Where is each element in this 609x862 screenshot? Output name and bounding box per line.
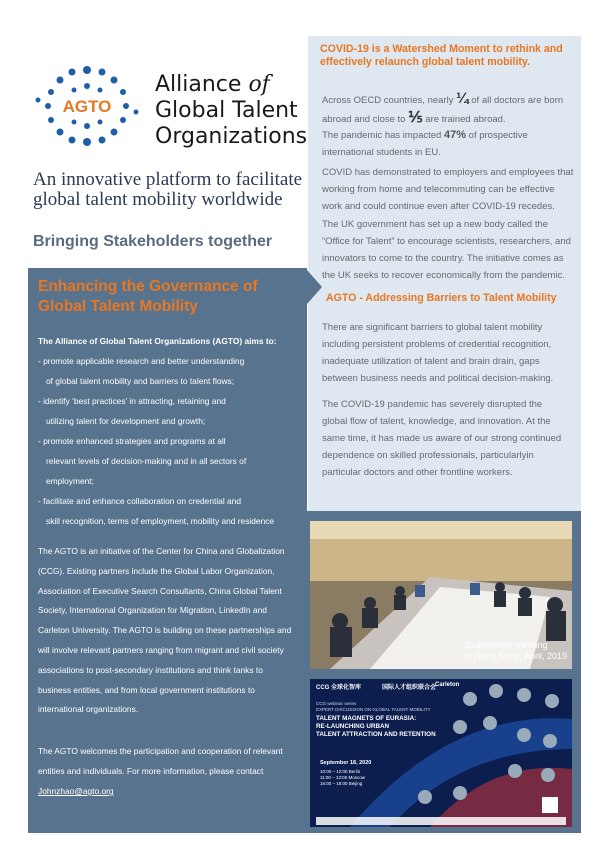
oecd-text-d: are trained abroad. — [422, 114, 506, 125]
webinar-series: CCG webinar series — [316, 701, 357, 706]
webinar-sub: EXPERT DISCUSSION ON GLOBAL TALENT MOBILITY — [316, 707, 431, 712]
pandemic-text-a: The pandemic has impacted — [322, 130, 444, 141]
about-line: will involve relevant partners ranging from migrant and civil society — [38, 644, 284, 655]
barriers-paragraph — [322, 319, 580, 387]
aim-item: - facilitate and enhance collaboration on credential and — [38, 496, 241, 506]
covid-para-line: work and could continue even after COVID-19 recedes. — [322, 201, 555, 212]
governance-heading-line2: Global Talent Mobility — [38, 298, 198, 315]
webinar-time: 16:00 – 18:00 Beijing — [320, 781, 363, 786]
oecd-text-a: Across OECD countries, nearly — [322, 95, 457, 106]
pandemic-text-b: of prospective — [466, 130, 528, 141]
tagline — [33, 170, 303, 210]
disrupt-para-line: particular doctors and other frontline workers. — [322, 467, 513, 478]
covid-heading-line1: COVID-19 is a Watershed Moment to rethink and — [320, 43, 563, 55]
oecd-fraction-quarter: ¼ — [456, 90, 469, 107]
uk-para-line: The UK government has set up a new body called the — [322, 219, 549, 230]
aim-item: - promote enhanced strategies and programs at all — [38, 436, 226, 446]
aim-item-cont: of global talent mobility and barriers to talent flows; — [46, 376, 235, 386]
photo-caption-line2: in Hong Kong, April, 2019 — [465, 651, 568, 661]
about-line: The AGTO is an initiative of the Center for China and Globalization — [38, 546, 285, 556]
webinar-org-right: Carleton — [435, 682, 460, 688]
photo-caption-line1: Stakeholder meeting — [465, 640, 548, 650]
pandemic-percent: 47% — [443, 129, 467, 141]
logo-title-line3: Organizations — [155, 124, 308, 149]
disrupt-para-line: same time, it has made us aware of our strong continued — [322, 433, 562, 444]
contact-email-link[interactable]: Johnzhao@agto.org — [38, 786, 114, 796]
covid-paragraph — [322, 164, 580, 215]
pandemic-stat — [322, 127, 580, 161]
logo-title-line1: Alliance — [155, 72, 249, 97]
barriers-para-line: There are significant barriers to global talent mobility — [322, 322, 543, 333]
aim-item: - identify ‘best practices’ in attracting, retaining and — [38, 396, 226, 406]
uk-para-line: innovators to come to the country. The initiative comes as — [322, 253, 564, 264]
covid-disrupt-paragraph — [322, 396, 580, 481]
logo — [30, 60, 145, 155]
meeting-photo — [310, 521, 572, 669]
barriers-para-line: between business needs and political decision-making. — [322, 373, 554, 384]
webinar-time: 10:00 – 12:00 Berlin — [320, 769, 361, 774]
webinar-org-mid: 国际人才组织联合会 — [382, 685, 437, 691]
webinar-title-line2: RE-LAUNCHING URBAN — [316, 723, 390, 730]
oecd-stat — [322, 90, 580, 128]
aims-list — [38, 331, 306, 531]
uk-para-line: the UK seeks to recover economically from the pandemic. — [322, 270, 565, 281]
oecd-fraction-fifth: ⅕ — [408, 109, 423, 126]
webinar-date: September 18, 2020 — [320, 760, 372, 766]
aim-item-cont: employment; — [46, 476, 94, 486]
webinar-time: 11:00 – 13:00 Moscow — [320, 775, 365, 780]
about-line: (CCG). Existing partners include the Global Labor Organization, — [38, 565, 275, 576]
about-line: Society, International Organization for Migration, LinkedIn and — [38, 605, 267, 616]
aims-intro: The Alliance of Global Talent Organizations (AGTO) aims to: — [38, 336, 277, 346]
webinar-title — [316, 715, 436, 739]
tagline-line1: An innovative platform to facilitate — [33, 169, 303, 190]
aim-item-cont: skill recognition, terms of employment, mobility and residence — [46, 516, 275, 526]
webinar-poster — [310, 679, 572, 827]
governance-heading — [38, 277, 258, 317]
covid-para-line: working from home and telecommuting can be effective — [322, 184, 555, 195]
governance-heading-line1: Enhancing the Governance of — [38, 278, 258, 295]
webinar-org-left: CCG 全球化智库 — [316, 685, 362, 691]
barriers-heading: AGTO - Addressing Barriers to Talent Mobility — [326, 292, 557, 304]
tagline-line2: global talent mobility worldwide — [33, 189, 283, 210]
aim-item-cont: utilizing talent for development and growth; — [46, 416, 206, 426]
pandemic-text-c: international students in EU. — [322, 147, 441, 158]
subheading: Bringing Stakeholders together — [33, 233, 273, 250]
webinar-title-line1: TALENT MAGNETS OF EURASIA: — [316, 715, 417, 722]
welcome-line: The AGTO welcomes the participation and cooperation of relevant — [38, 746, 283, 756]
logo-title-line2: Global Talent — [155, 98, 298, 123]
barriers-para-line: including persistent problems of credential recognition, — [322, 339, 552, 350]
covid-heading — [320, 43, 578, 69]
about-line: business entities, and from local government institutions to — [38, 684, 255, 695]
aim-item-cont: relevant levels of decision-making and in all sectors of — [46, 456, 247, 466]
about-line: Carleton University. The AGTO is building on these partnerships and — [38, 625, 292, 636]
disrupt-para-line: The COVID-19 pandemic has severely disrupted the — [322, 399, 543, 410]
about-line: Association of Executive Search Consultants, China Global Talent — [38, 585, 282, 596]
covid-heading-line2: effectively relaunch global talent mobility. — [320, 56, 530, 68]
logo-title — [155, 72, 308, 150]
about-paragraph — [38, 542, 306, 720]
webinar-title-line3: TALENT ATTRACTION AND RETENTION — [316, 731, 436, 738]
about-line: associations to post-secondary institutions and think tanks to — [38, 664, 263, 675]
uk-paragraph — [322, 216, 580, 284]
barriers-para-line: inadequate utilization of talent and brain drain, gaps — [322, 356, 540, 367]
logo-dots-icon — [30, 60, 145, 155]
oecd-text-c: abroad and close to — [322, 114, 409, 125]
uk-para-line: “Office for Talent” to encourage scientists, researchers, and — [322, 236, 571, 247]
disrupt-para-line: dependence on skilled professionals, particularlyin — [322, 450, 534, 461]
logo-title-of: of — [248, 72, 270, 97]
covid-para-line: COVID has demonstrated to employers and employees that — [322, 167, 574, 178]
disrupt-para-line: global flow of talent, knowledge, and innovation. At the — [322, 416, 551, 427]
logo-acronym: AGTO — [62, 97, 112, 116]
aim-item: - promote applicable research and better understanding — [38, 356, 245, 366]
welcome-line: entities and individuals. For more information, please contact — [38, 766, 264, 776]
webinar-times — [320, 769, 365, 787]
welcome-paragraph — [38, 741, 306, 801]
about-line: international organizations. — [38, 704, 139, 715]
oecd-text-b: of all doctors are born — [468, 95, 564, 106]
